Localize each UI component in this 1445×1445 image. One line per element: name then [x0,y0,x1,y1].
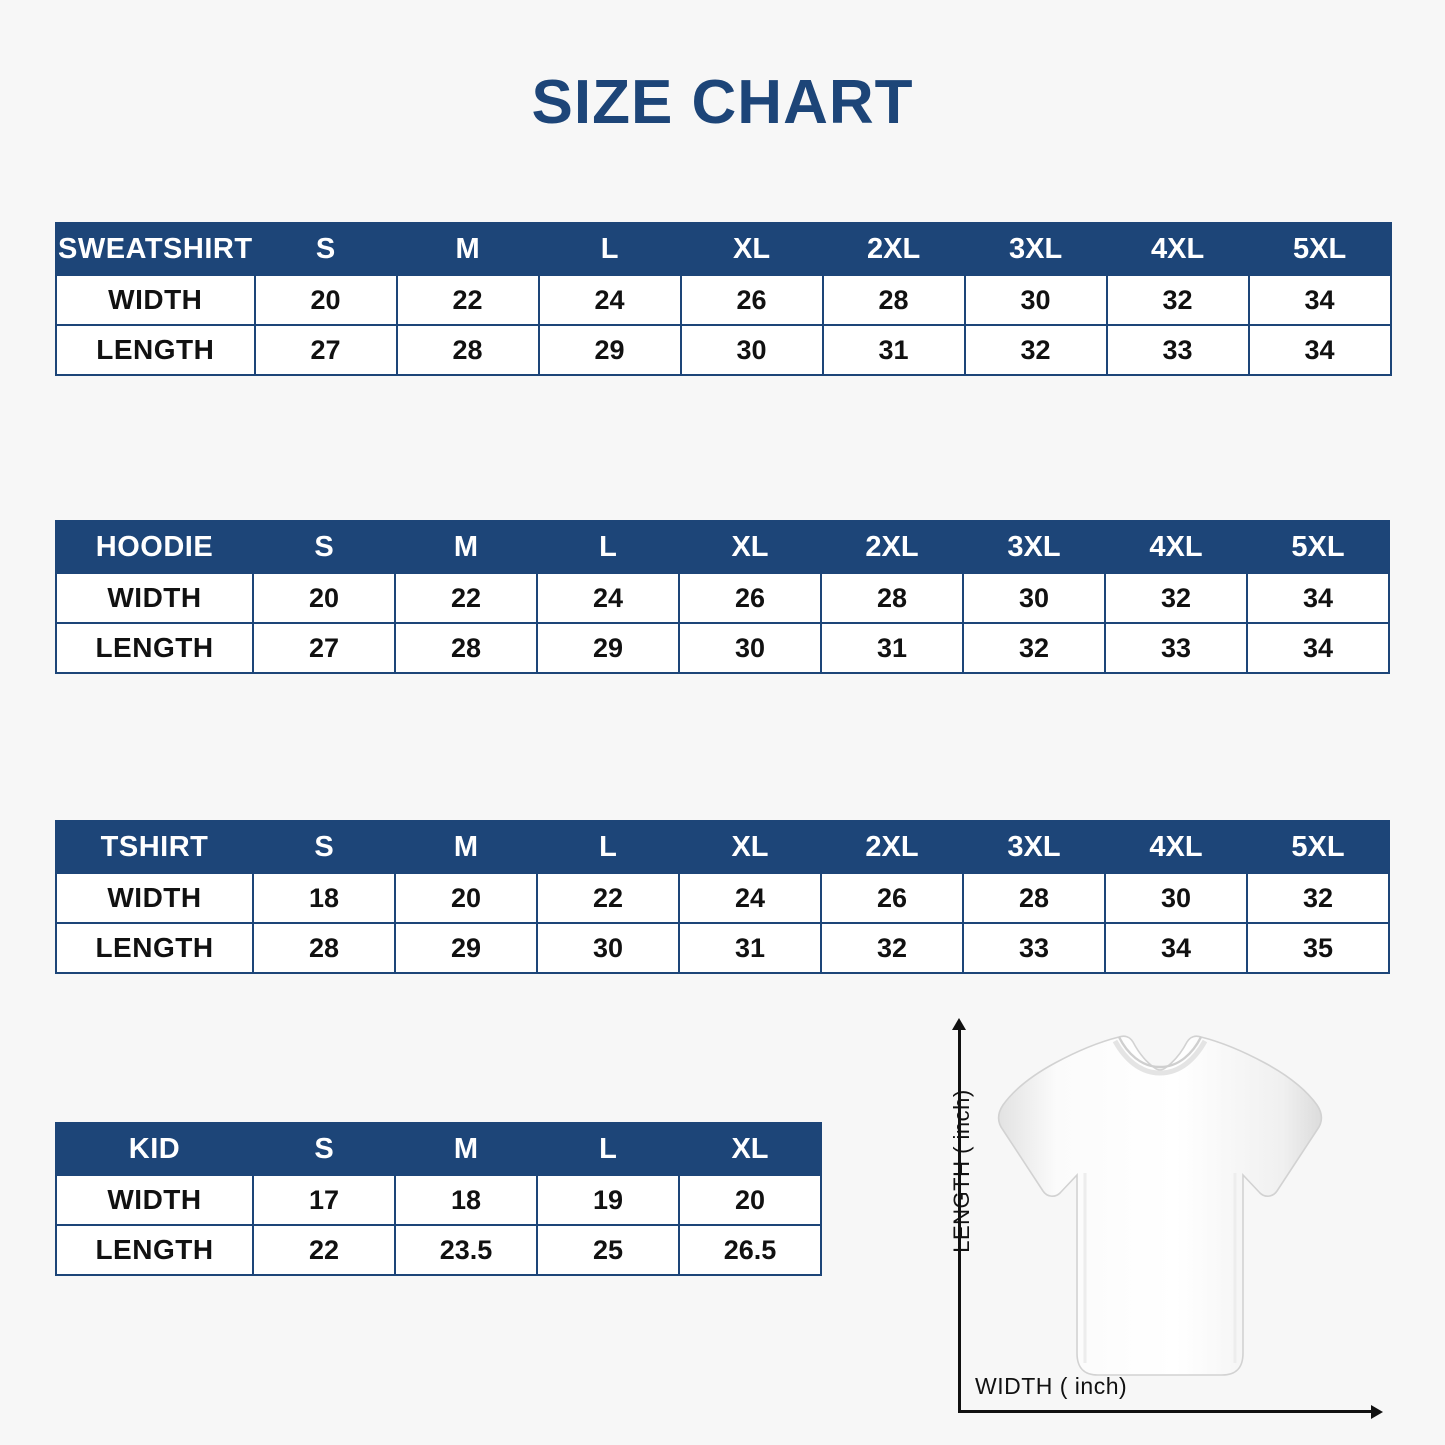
row-label-width: WIDTH [56,873,253,923]
cell: 26 [681,275,823,325]
row-label-length: LENGTH [56,923,253,973]
cell: 32 [963,623,1105,673]
row-label-length: LENGTH [56,1225,253,1275]
cell: 30 [1105,873,1247,923]
col-header-s: S [253,1123,395,1175]
table-block-kid [55,1122,822,1276]
col-header-l: L [537,821,679,873]
cell: 31 [823,325,965,375]
table-name-kid: KID [56,1123,253,1175]
row-label-width: WIDTH [56,275,255,325]
table-header-row [56,821,1389,873]
cell: 22 [537,873,679,923]
col-header-s: S [255,223,397,275]
cell: 30 [963,573,1105,623]
col-header-m: M [395,821,537,873]
tshirt-illustration-icon [985,1023,1335,1398]
cell: 28 [821,573,963,623]
cell: 28 [963,873,1105,923]
col-header-5xl: 5XL [1247,821,1389,873]
cell: 28 [395,623,537,673]
col-header-5xl: 5XL [1249,223,1391,275]
table-name-sweatshirt: SWEATSHIRT [56,223,255,275]
width-axis-line [958,1410,1378,1413]
cell: 24 [537,573,679,623]
col-header-s: S [253,821,395,873]
cell: 18 [253,873,395,923]
col-header-l: L [539,223,681,275]
row-label-length: LENGTH [56,623,253,673]
size-table-kid [55,1122,822,1276]
table-name-hoodie: HOODIE [56,521,253,573]
col-header-5xl: 5XL [1247,521,1389,573]
cell: 31 [679,923,821,973]
cell: 20 [395,873,537,923]
cell: 34 [1105,923,1247,973]
cell: 28 [397,325,539,375]
cell: 20 [679,1175,821,1225]
cell: 33 [1105,623,1247,673]
cell: 18 [395,1175,537,1225]
cell: 29 [537,623,679,673]
size-table-tshirt [55,820,1390,974]
table-block-hoodie [55,520,1390,674]
col-header-xl: XL [681,223,823,275]
cell: 33 [1107,325,1249,375]
cell: 30 [679,623,821,673]
col-header-2xl: 2XL [821,821,963,873]
cell: 24 [539,275,681,325]
cell: 29 [395,923,537,973]
table-header-row [56,223,1391,275]
cell: 32 [1107,275,1249,325]
col-header-l: L [537,521,679,573]
table-row [56,923,1389,973]
table-row [56,873,1389,923]
col-header-4xl: 4XL [1105,821,1247,873]
cell: 30 [965,275,1107,325]
cell: 27 [253,623,395,673]
cell: 32 [1247,873,1389,923]
length-axis-label: LENGTH ( inch) [949,1089,974,1253]
cell: 32 [821,923,963,973]
col-header-4xl: 4XL [1105,521,1247,573]
col-header-2xl: 2XL [823,223,965,275]
cell: 35 [1247,923,1389,973]
row-label-width: WIDTH [56,1175,253,1225]
table-row [56,573,1389,623]
cell: 33 [963,923,1105,973]
table-row [56,275,1391,325]
cell: 23.5 [395,1225,537,1275]
col-header-4xl: 4XL [1107,223,1249,275]
row-label-width: WIDTH [56,573,253,623]
length-axis-arrow-icon [952,1018,966,1030]
cell: 19 [537,1175,679,1225]
row-label-length: LENGTH [56,325,255,375]
table-row [56,623,1389,673]
col-header-m: M [395,521,537,573]
measurement-diagram [930,1018,1380,1428]
cell: 30 [681,325,823,375]
col-header-3xl: 3XL [965,223,1107,275]
cell: 24 [679,873,821,923]
col-header-m: M [397,223,539,275]
table-row [56,325,1391,375]
table-row [56,1175,821,1225]
cell: 26 [821,873,963,923]
table-header-row [56,521,1389,573]
width-axis-arrow-icon [1371,1405,1383,1419]
cell: 34 [1249,275,1391,325]
size-table-hoodie [55,520,1390,674]
cell: 28 [823,275,965,325]
table-header-row [56,1123,821,1175]
cell: 32 [965,325,1107,375]
col-header-xl: XL [679,521,821,573]
cell: 20 [255,275,397,325]
col-header-xl: XL [679,821,821,873]
cell: 17 [253,1175,395,1225]
cell: 28 [253,923,395,973]
table-block-sweatshirt [55,222,1392,376]
cell: 32 [1105,573,1247,623]
table-name-tshirt: TSHIRT [56,821,253,873]
cell: 34 [1247,573,1389,623]
col-header-3xl: 3XL [963,521,1105,573]
col-header-s: S [253,521,395,573]
cell: 31 [821,623,963,673]
cell: 22 [253,1225,395,1275]
cell: 26.5 [679,1225,821,1275]
col-header-m: M [395,1123,537,1175]
cell: 26 [679,573,821,623]
col-header-2xl: 2XL [821,521,963,573]
cell: 27 [255,325,397,375]
col-header-3xl: 3XL [963,821,1105,873]
cell: 22 [395,573,537,623]
cell: 22 [397,275,539,325]
col-header-l: L [537,1123,679,1175]
table-block-tshirt [55,820,1390,974]
page-title: SIZE CHART [531,68,914,137]
cell: 25 [537,1225,679,1275]
size-table-sweatshirt [55,222,1392,376]
table-row [56,1225,821,1275]
cell: 20 [253,573,395,623]
width-axis-label: WIDTH ( inch) [975,1373,1128,1399]
cell: 34 [1249,325,1391,375]
cell: 34 [1247,623,1389,673]
cell: 30 [537,923,679,973]
col-header-xl: XL [679,1123,821,1175]
cell: 29 [539,325,681,375]
